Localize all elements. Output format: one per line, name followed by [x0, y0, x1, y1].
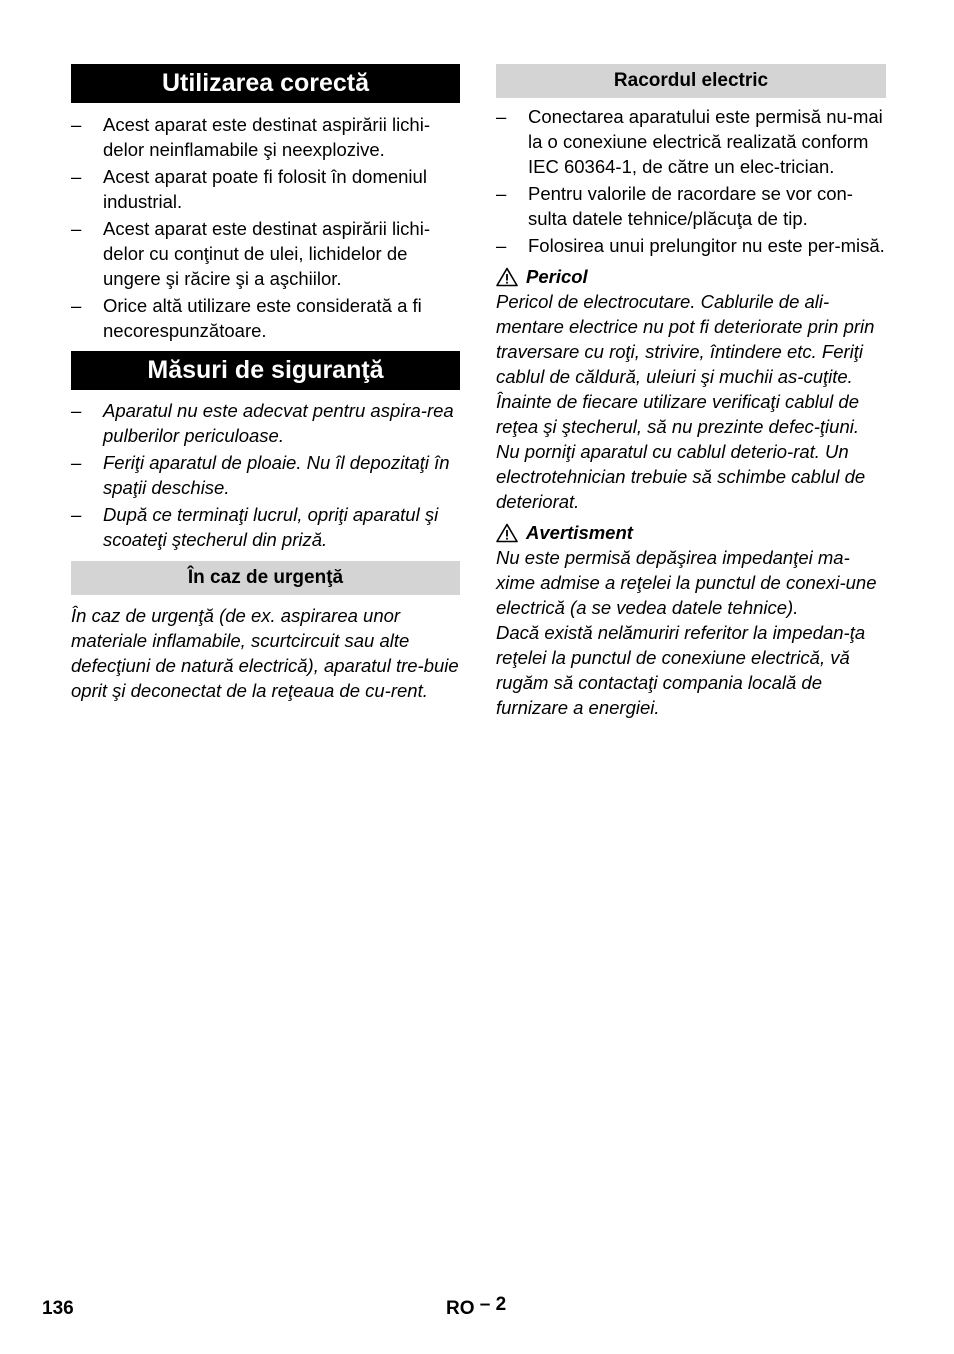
language-code: RO	[446, 1298, 475, 1319]
list-item	[71, 450, 460, 500]
dash-bullet: –	[71, 114, 82, 135]
danger-paragraph-2: Înainte de fiecare utilizare verificaţi cablul de reţea şi ştecherul, să nu prezinte defec-ţiuni. Nu porniţi aparatul cu cablul deterio-rat. Un electrotehnician trebuie să schimbe cablul de deteriorat.	[496, 391, 866, 512]
electric-list	[496, 104, 886, 258]
warning-triangle-icon	[496, 267, 518, 287]
footer-language-section	[446, 1294, 507, 1320]
warning-title	[496, 520, 886, 545]
list-item	[496, 181, 886, 231]
list-item	[71, 293, 460, 343]
list-item	[71, 502, 460, 552]
warning-paragraph-1: Nu este permisă depăşirea impedanţei ma-xime admise a reţelei la punctul de conexi-une electrică (a se vedea datele tehnice).	[496, 547, 877, 618]
dash-bullet: –	[71, 400, 82, 421]
list-item-text: Aparatul nu este adecvat pentru aspira-rea pulberilor periculoase.	[103, 400, 454, 446]
section-number: – 2	[479, 1294, 507, 1315]
list-item	[71, 216, 460, 291]
dash-bullet: –	[496, 106, 507, 127]
list-item-text: Acest aparat poate fi folosit în domeniul industrial.	[103, 166, 427, 212]
list-item	[496, 233, 886, 258]
list-item	[71, 398, 460, 448]
dash-bullet: –	[71, 166, 82, 187]
list-item-text: Feriţi aparatul de ploaie. Nu îl depozitaţi în spaţii deschise.	[103, 452, 450, 498]
dash-bullet: –	[71, 504, 82, 525]
usage-list	[71, 112, 460, 343]
heading-masuri-de-siguranta: Măsuri de siguranţă	[71, 351, 460, 390]
heading-in-caz-de-urgenta: În caz de urgenţă	[71, 561, 460, 595]
safety-list	[71, 398, 460, 552]
danger-title-text: Pericol	[526, 266, 588, 287]
list-item-text: Orice altă utilizare este considerată a fi necorespunzătoare.	[103, 295, 422, 341]
dash-bullet: –	[71, 295, 82, 316]
list-item-text: Conectarea aparatului este permisă nu-mai la o conexiune electrică realizată conform IEC 60364-1, de către un elec-trician.	[528, 106, 883, 177]
dash-bullet: –	[496, 235, 507, 256]
list-item	[71, 164, 460, 214]
list-item-text: După ce terminaţi lucrul, opriţi aparatul şi scoateţi ştecherul din priză.	[103, 504, 439, 550]
list-item	[71, 112, 460, 162]
list-item-text: Pentru valorile de racordare se vor con-sulta datele tehnice/plăcuţa de tip.	[528, 183, 853, 229]
heading-racordul-electric: Racordul electric	[496, 64, 886, 98]
dash-bullet: –	[71, 218, 82, 239]
warning-title-text: Avertisment	[526, 522, 633, 543]
list-item	[496, 104, 886, 179]
emergency-paragraph: În caz de urgenţă (de ex. aspirarea unor materiale inflamabile, scurtcircuit sau alte defecţiuni de natură electrică), aparatul tre-buie oprit şi deconectat de la reţeaua de cu-rent.	[71, 605, 459, 701]
list-item-text: Acest aparat este destinat aspirării lichi-delor neinflamabile şi neexplozive.	[103, 114, 430, 160]
list-item-text: Acest aparat este destinat aspirării lichi-delor cu conţinut de ulei, lichidelor de ungere şi răcire şi a aşchiilor.	[103, 218, 430, 289]
dash-bullet: –	[496, 183, 507, 204]
right-column	[496, 64, 886, 720]
heading-utilizarea-corecta: Utilizarea corectă	[71, 64, 460, 103]
list-item-text: Folosirea unui prelungitor nu este per-misă.	[528, 235, 885, 256]
warning-triangle-icon	[496, 523, 518, 543]
danger-paragraph-1: Pericol de electrocutare. Cablurile de ali-mentare electrice nu pot fi deteriorate prin prin traversare cu roţi, strivire, întindere etc. Feriţi cablul de căldură, uleiuri şi muchii as-cuţite.	[496, 291, 875, 387]
dash-bullet: –	[71, 452, 82, 473]
danger-title	[496, 264, 886, 289]
warning-paragraph-2: Dacă există nelămuriri referitor la impedan-ţa reţelei la punctul de conexiune electrică, vă rugăm să contactaţi compania locală de furnizare a energiei.	[496, 622, 866, 718]
left-column	[71, 64, 460, 703]
page-number: 136	[42, 1298, 74, 1319]
